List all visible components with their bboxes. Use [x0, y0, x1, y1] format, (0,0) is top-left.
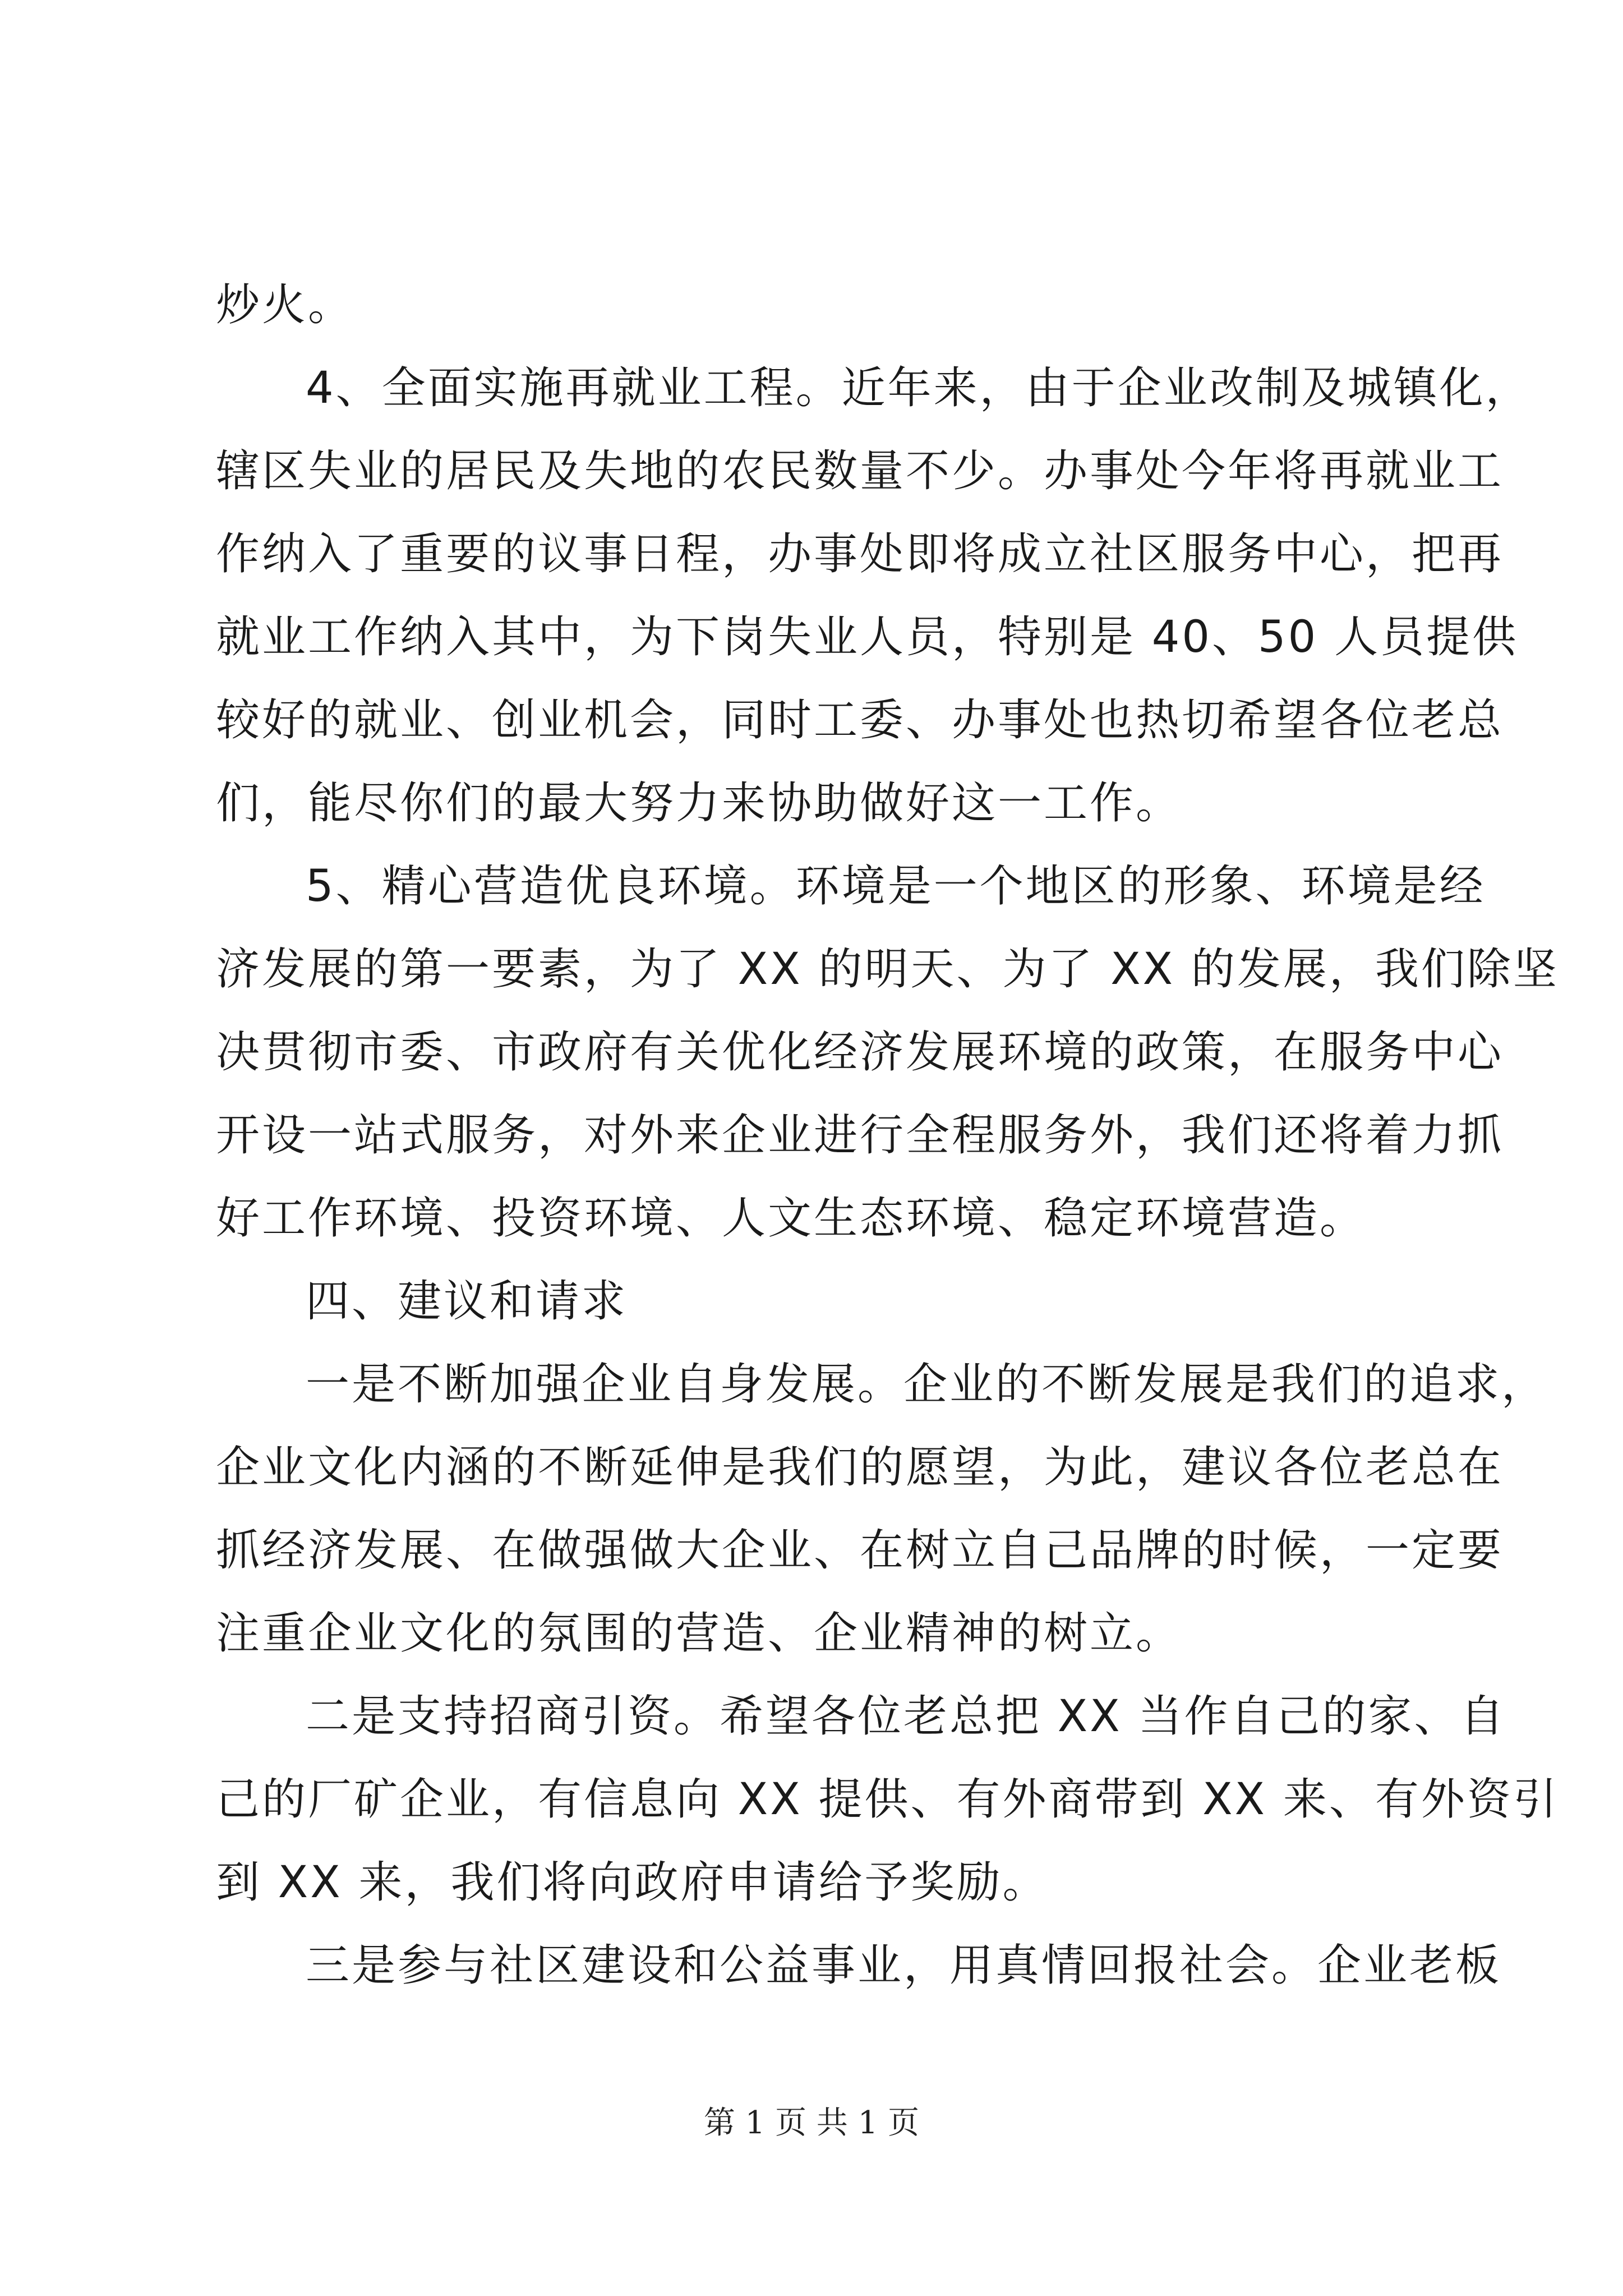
- text-line: 一是不断加强企业自身发展。企业的不断发展是我们的追求，: [306, 1359, 1548, 1410]
- text-line: 注重企业文化的氛围的营造、企业精神的树立。: [216, 1608, 1182, 1659]
- text-line: 开设一站式服务，对外来企业进行全程服务外，我们还将着力抓: [216, 1110, 1504, 1161]
- section-heading: 四、建议和请求: [306, 1276, 628, 1327]
- text-line: 好工作环境、投资环境、人文生态环境、稳定环境营造。: [216, 1193, 1366, 1244]
- text-line: 炒火。: [216, 280, 354, 330]
- text-line: 企业文化内涵的不断延伸是我们的愿望，为此，建议各位老总在: [216, 1442, 1504, 1493]
- page-footer: [0, 2101, 1623, 2146]
- text-line: 济发展的第一要素，为了 XX 的明天、为了 XX 的发展，我们除坚: [216, 944, 1559, 995]
- text-line: 4、全面实施再就业工程。近年来，由于企业改制及城镇化，: [306, 363, 1532, 413]
- text-line: 辖区失业的居民及失地的农民数量不少。办事处今年将再就业工: [216, 446, 1504, 496]
- text-line: 到 XX 来，我们将向政府申请给予奖励。: [216, 1857, 1049, 1908]
- text-line: 作纳入了重要的议事日程，办事处即将成立社区服务中心，把再: [216, 529, 1504, 579]
- text-line: 二是支持招商引资。希望各位老总把 XX 当作自己的家、自: [306, 1691, 1506, 1742]
- document-body: [216, 264, 1559, 2007]
- text-line: 们，能尽你们的最大努力来协助做好这一工作。: [216, 778, 1182, 829]
- text-line: 三是参与社区建设和公益事业，用真情回报社会。企业老板: [306, 1940, 1502, 1991]
- text-line: 决贯彻市委、市政府有关优化经济发展环境的政策，在服务中心: [216, 1027, 1504, 1078]
- text-line: 抓经济发展、在做强做大企业、在树立自己品牌的时候，一定要: [216, 1525, 1504, 1576]
- text-line: 5、精心营造优良环境。环境是一个地区的形象、环境是经: [306, 861, 1486, 912]
- text-line: 较好的就业、创业机会，同时工委、办事处也热切希望各位老总: [216, 695, 1504, 746]
- text-line: 就业工作纳入其中，为下岗失业人员，特别是 40、50 人员提供: [216, 612, 1519, 662]
- text-line: 己的厂矿企业，有信息向 XX 提供、有外商带到 XX 来、有外资引: [216, 1774, 1559, 1825]
- page-number: 第 1 页 共 1 页: [703, 2105, 920, 2141]
